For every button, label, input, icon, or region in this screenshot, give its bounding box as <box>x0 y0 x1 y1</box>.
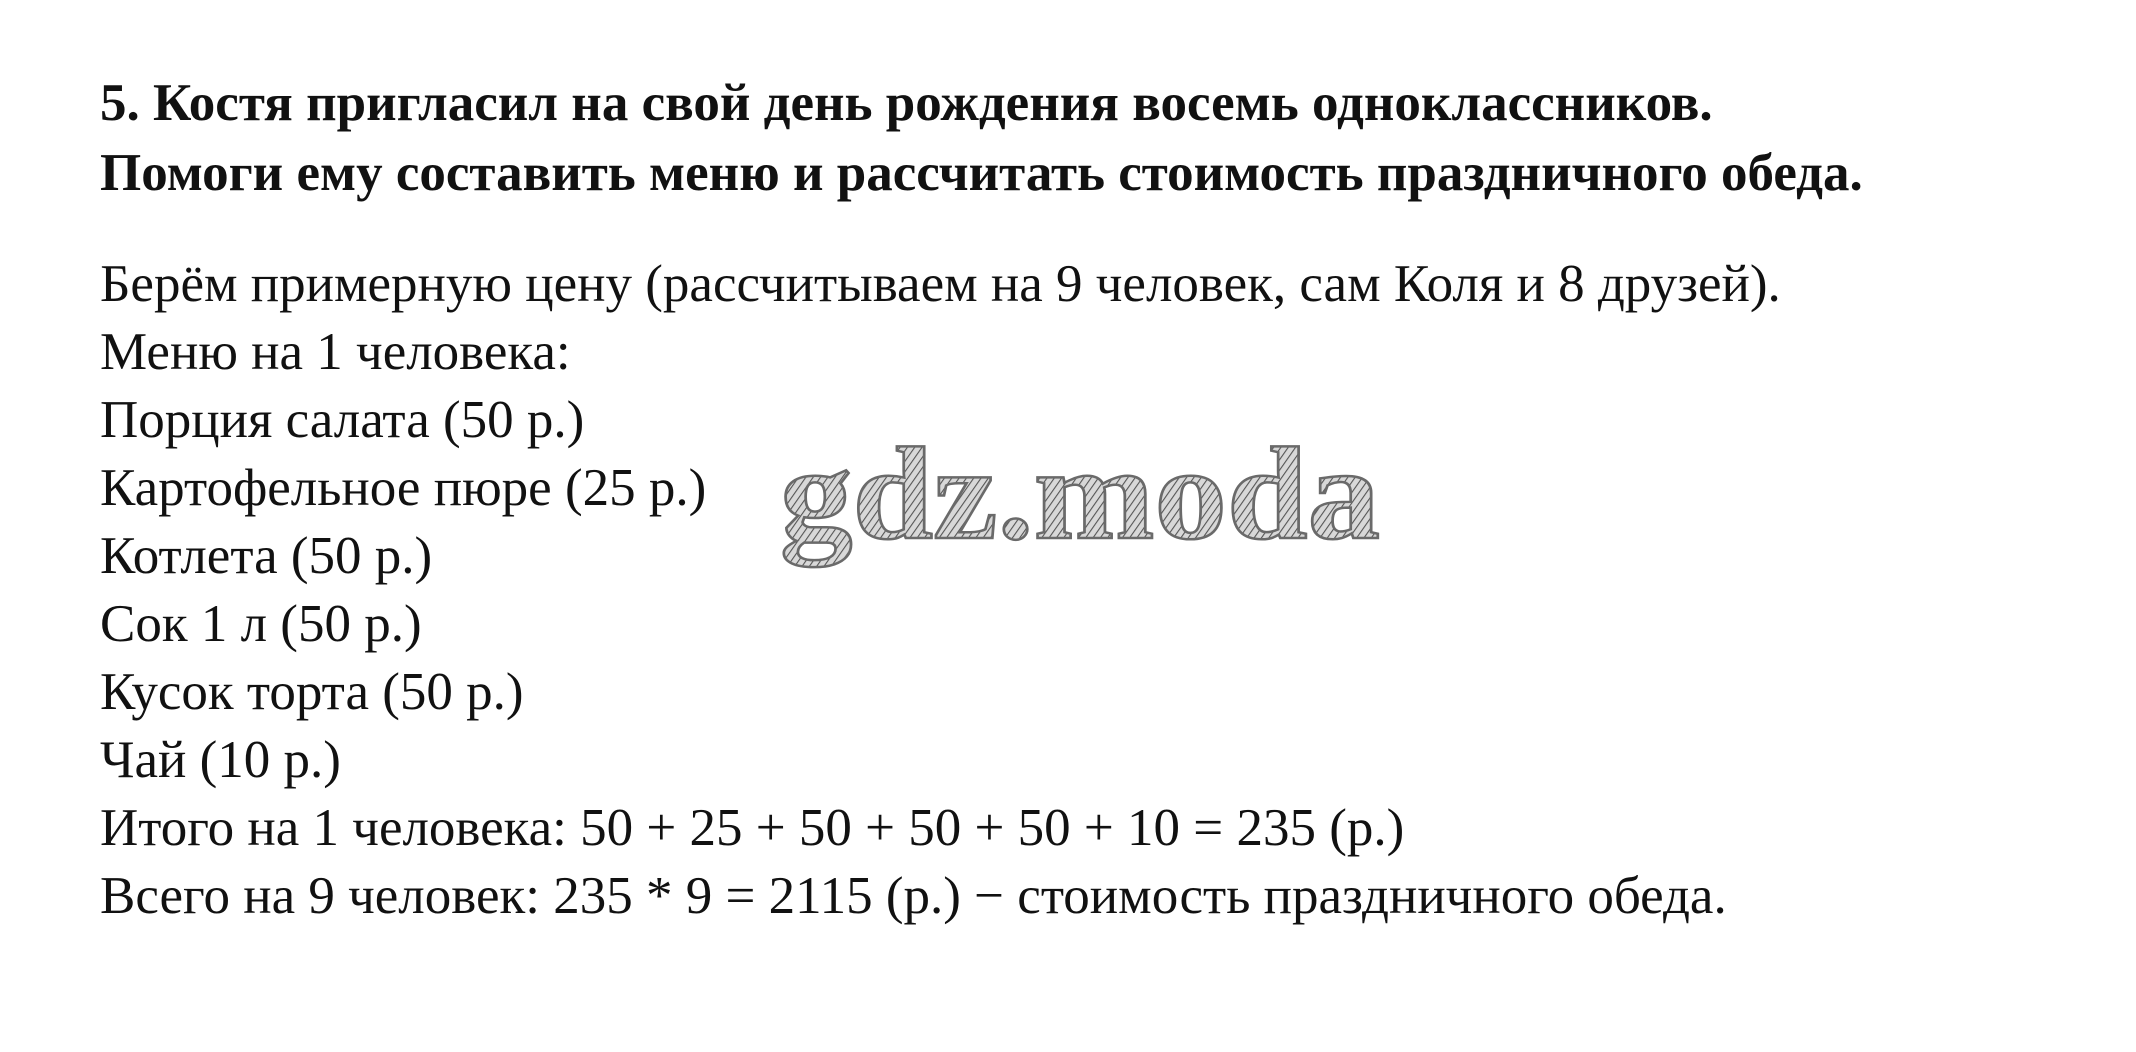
menu-item-cutlet: Котлета (50 р.) <box>100 527 433 585</box>
solution-intro: Берём примерную цену (рассчитываем на 9 человек, сам Коля и 8 друзей). <box>100 255 1781 313</box>
menu-item-tea: Чай (10 р.) <box>100 731 341 789</box>
menu-item-mashed-potatoes: Картофельное пюре (25 р.) <box>100 459 707 517</box>
menu-item-juice: Сок 1 л (50 р.) <box>100 595 422 653</box>
svg-text:gdz.moda: gdz.moda <box>780 420 1380 567</box>
menu-item-salad: Порция салата (50 р.) <box>100 391 585 449</box>
task-heading-line-1: 5. Костя пригласил на свой день рождения восемь одноклассников. <box>100 74 1713 132</box>
grand-total: Всего на 9 человек: 235 * 9 = 2115 (р.) − стоимость праздничного обеда. <box>100 867 1727 925</box>
per-person-total: Итого на 1 человека: 50 + 25 + 50 + 50 + 50 + 10 = 235 (р.) <box>100 799 1405 857</box>
task-heading-line-2: Помоги ему составить меню и рассчитать стоимость праздничного обеда. <box>100 144 1863 202</box>
menu-item-cake: Кусок торта (50 р.) <box>100 663 524 721</box>
task-heading <box>100 68 2100 208</box>
solution-text <box>100 250 2100 930</box>
watermark-logo <box>772 420 1392 590</box>
menu-heading: Меню на 1 человека: <box>100 323 571 381</box>
